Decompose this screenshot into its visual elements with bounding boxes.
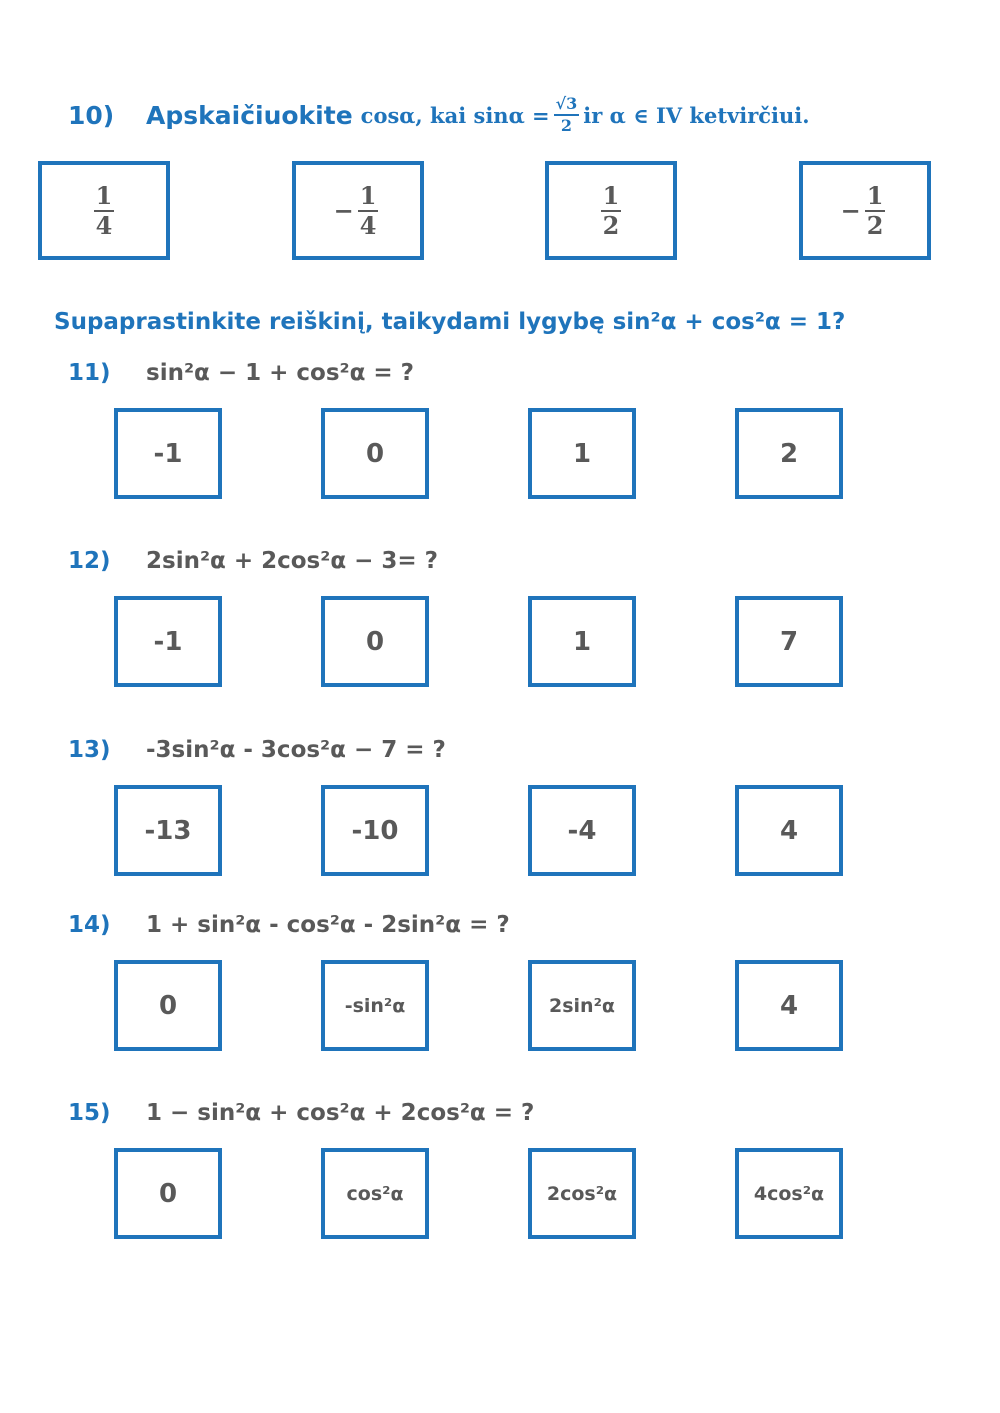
fraction-denominator: 4 [95, 210, 113, 240]
question-12 [68, 548, 438, 574]
answer-fraction [601, 180, 622, 240]
answer-box-q14-4[interactable]: 4 [735, 960, 843, 1051]
fraction-denominator: 2 [602, 210, 620, 240]
question-13 [68, 737, 446, 763]
answer-box-q11-4[interactable]: 2 [735, 408, 843, 499]
fraction-numerator: 1 [359, 180, 377, 210]
answer-box-q12-2[interactable]: 0 [321, 596, 429, 687]
question-number: 13) [68, 737, 111, 763]
answer-box-q13-2[interactable]: -10 [321, 785, 429, 876]
answer-fraction [358, 180, 379, 240]
answer-fraction [94, 180, 115, 240]
answer-box-q15-4[interactable]: 4cos²α [735, 1148, 843, 1239]
question-math-part-b: ir α ∈ IV ketvirčiui. [583, 102, 810, 128]
question-text: -3sin²α - 3cos²α − 7 = ? [146, 737, 446, 763]
answer-box-q15-3[interactable]: 2cos²α [528, 1148, 636, 1239]
question-number: 14) [68, 912, 111, 938]
instruction-heading: Supaprastinkite reiškinį, taikydami lygybę sin²α + cos²α = 1? [54, 309, 846, 335]
answer-box-q14-3[interactable]: 2sin²α [528, 960, 636, 1051]
question-14 [68, 912, 510, 938]
fraction-denominator: 2 [560, 116, 573, 135]
answer-sign: − [333, 196, 354, 225]
question-number: 12) [68, 548, 111, 574]
question-math [361, 96, 810, 134]
answer-fraction [865, 180, 886, 240]
question-text: 2sin²α + 2cos²α − 3= ? [146, 548, 439, 574]
fraction-numerator: 1 [866, 180, 884, 210]
answer-box-q14-1[interactable]: 0 [114, 960, 222, 1051]
answer-box-q13-3[interactable]: -4 [528, 785, 636, 876]
answer-box-q12-4[interactable]: 7 [735, 596, 843, 687]
question-math-part-a: cosα, kai sinα = [360, 102, 550, 128]
fraction-numerator: √3 [554, 96, 580, 116]
answer-box-q15-1[interactable]: 0 [114, 1148, 222, 1239]
question-number: 11) [68, 360, 111, 386]
answer-box-q11-1[interactable]: -1 [114, 408, 222, 499]
answer-box-q14-2[interactable]: -sin²α [321, 960, 429, 1051]
fraction-denominator: 4 [359, 210, 377, 240]
answer-box-q11-2[interactable]: 0 [321, 408, 429, 499]
question-15 [68, 1100, 534, 1126]
answer-box-q11-3[interactable]: 1 [528, 408, 636, 499]
question-text: sin²α − 1 + cos²α = ? [146, 360, 415, 386]
answer-box-q10-4[interactable] [799, 161, 931, 260]
question-verb: Apskaičiuokite [146, 100, 353, 130]
answer-box-q12-3[interactable]: 1 [528, 596, 636, 687]
answer-box-q15-2[interactable]: cos²α [321, 1148, 429, 1239]
answer-box-q10-1[interactable] [38, 161, 170, 260]
fraction-numerator: 1 [602, 180, 620, 210]
answer-sign: − [840, 196, 861, 225]
answer-box-q12-1[interactable]: -1 [114, 596, 222, 687]
question-text: 1 + sin²α - cos²α - 2sin²α = ? [146, 912, 510, 938]
question-number: 10) [68, 100, 115, 130]
question-number: 15) [68, 1100, 111, 1126]
answer-box-q10-3[interactable] [545, 161, 677, 260]
question-10 [68, 96, 810, 134]
answer-box-q13-1[interactable]: -13 [114, 785, 222, 876]
question-text: 1 − sin²α + cos²α + 2cos²α = ? [146, 1100, 535, 1126]
fraction-denominator: 2 [866, 210, 884, 240]
answer-box-q13-4[interactable]: 4 [735, 785, 843, 876]
fraction-numerator: 1 [95, 180, 113, 210]
answer-box-q10-2[interactable] [292, 161, 424, 260]
sqrt3-over-2-fraction [554, 96, 580, 134]
question-11 [68, 360, 414, 386]
